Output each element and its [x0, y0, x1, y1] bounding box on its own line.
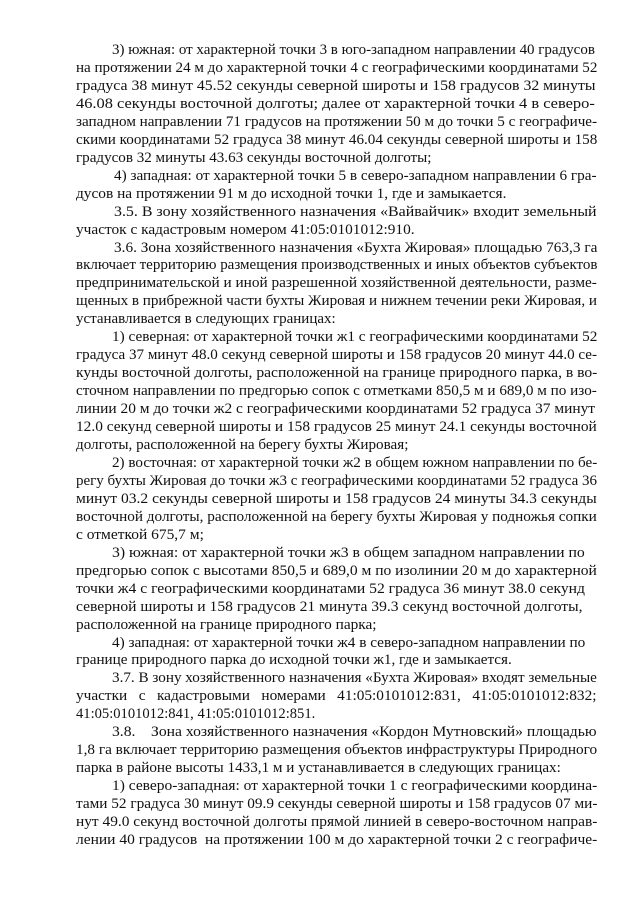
text-line: 12.0 секунд северной широты и 158 градусов 25 минут 24.1 секунды восточной: [76, 419, 597, 435]
text-line: северной широты и 158 градусов 21 минута 39.3 секунд восточной долготы,: [76, 599, 583, 615]
text-line: долготы, расположенной на берегу бухты Жировая;: [76, 437, 409, 453]
text-line: щенных в прибрежной части бухты Жировая и нижнем течении реки Жировая, и: [76, 293, 597, 309]
text-line: 4) западная: от характерной точки 5 в северо-западном направлении 6 гра-: [114, 168, 597, 184]
text-line: включает территорию размещения производственных и иных объектов субъектов: [76, 257, 598, 273]
text-line: сточном направлении по предгорью сопок с отметками 850,5 м и 689,0 м по изо-: [76, 383, 597, 399]
text-line: 1,8 га включает территорию размещения объектов инфраструктуры Природного: [76, 742, 598, 758]
text-line: участки с кадастровыми номерами 41:05:0101012:831, 41:05:0101012:832;: [76, 688, 597, 704]
text-line: участок с кадастровым номером 41:05:0101012:910.: [76, 222, 415, 238]
text-line: кунды восточной долготы, расположенной на границе природного парка, в во-: [76, 365, 598, 381]
text-line: с отметкой 675,7 м;: [76, 527, 204, 543]
text-line: регу бухты Жировая до точки ж3 с географическими координатами 52 градуса 36: [76, 473, 597, 489]
text-line: 1) северо-западная: от характерной точки 1 с географическими координа-: [112, 778, 598, 794]
text-line: точки ж4 с географическими координатами 52 градуса 36 минут 38.0 секунд: [76, 581, 585, 597]
text-line: расположенной на границе природного парка;: [76, 617, 377, 633]
text-line: линии 20 м до точки ж2 с географическими координатами 52 градуса 37 минут: [76, 401, 596, 417]
text-line: нут 49.0 секунд восточной долготы прямой линией в северо-восточном направ-: [76, 814, 598, 830]
text-line: тами 52 градуса 30 минут 09.9 секунды северной широты и 158 градусов 07 ми-: [76, 796, 598, 812]
text-line: 3.6. Зона хозяйственного назначения «Бухта Жировая» площадью 763,3 га: [114, 240, 598, 256]
text-line: 4) западная: от характерной точки ж4 в северо-западном направлении по: [112, 635, 586, 651]
text-line: 41:05:0101012:841, 41:05:0101012:851.: [76, 706, 316, 722]
text-line: на протяжении 24 м до характерной точки 4 с географическими координатами 52: [76, 60, 598, 76]
text-line: границе природного парка до исходной точки ж1, где и замыкается.: [76, 652, 512, 668]
text-line: градуса 37 минут 48.0 секунд северной широты и 158 градусов 20 минут 44.0 се-: [76, 347, 598, 363]
text-line: 3.5. В зону хозяйственного назначения «Вайвайчик» входит земельный: [114, 204, 597, 220]
text-line: предгорью сопок с высотами 850,5 и 689,0 м по изолинии 20 м до характерной: [76, 563, 597, 579]
text-line: 3) южная: от характерной точки ж3 в общем западном направлении по: [112, 545, 585, 561]
text-line: 2) восточная: от характерной точки ж2 в общем южном направлении по бе-: [112, 455, 598, 471]
text-line: минут 03.2 секунды северной широты и 158 градусов 24 минуты 34.3 секунды: [76, 491, 597, 507]
text-line: скими координатами 52 градуса 38 минут 46.04 секунды северной широты и 158: [76, 132, 598, 148]
text-line: градуса 38 минут 45.52 секунды северной широты и 158 градусов 32 минуты: [76, 78, 596, 94]
text-line: дусов на протяжении 91 м до исходной точки 1, где и замыкается.: [76, 186, 507, 202]
text-line: восточной долготы, расположенной на берегу бухты Жировая у подножья сопки: [76, 509, 597, 525]
text-line: западном направлении 71 градусов на протяжении 50 м до точки 5 с географиче-: [76, 114, 598, 130]
text-line: устанавливается в следующих границах:: [76, 311, 336, 327]
text-line: градусов 32 минуты 43.63 секунды восточной долготы;: [76, 150, 432, 166]
text-line: лении 40 градусов на протяжении 100 м до характерной точки 2 с географиче-: [76, 832, 598, 848]
text-line: 3.8. Зона хозяйственного назначения «Кордон Мутновский» площадью: [112, 724, 597, 740]
text-line: предпринимательской и иной разрешенной хозяйственной деятельности, разме-: [76, 275, 597, 291]
text-line: 3.7. В зону хозяйственного назначения «Бухта Жировая» входят земельные: [112, 670, 597, 686]
text-line: 1) северная: от характерной точки ж1 с географическими координатами 52: [112, 329, 598, 345]
text-line: парка в районе высоты 1433,1 м и устанавливается в следующих границах:: [76, 760, 561, 776]
text-line: 3) южная: от характерной точки 3 в юго-западном направлении 40 градусов: [112, 42, 595, 58]
text-line: 46.08 секунды восточной долготы; далее от характерной точки 4 в северо-: [76, 96, 595, 112]
